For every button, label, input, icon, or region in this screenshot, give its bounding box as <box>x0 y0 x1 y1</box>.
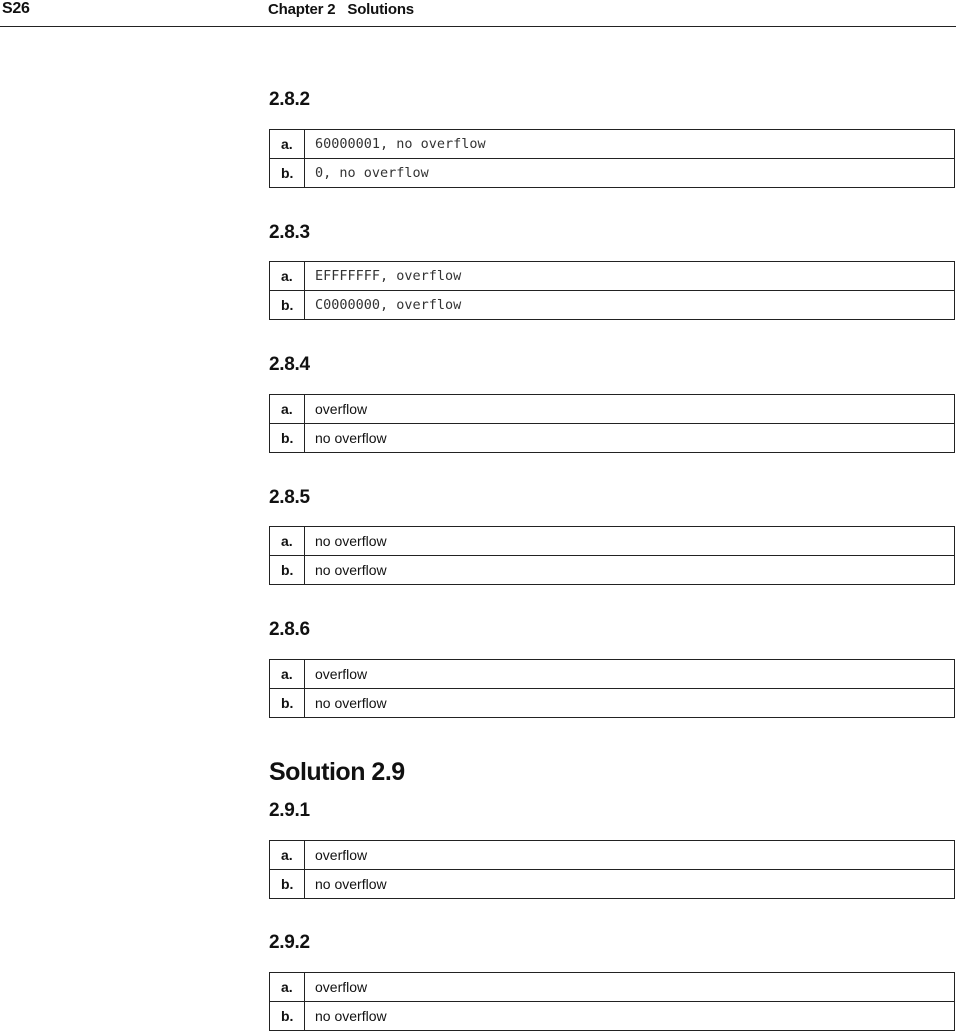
row-label: b. <box>270 870 305 899</box>
table-row <box>270 424 955 453</box>
table-row <box>270 1002 955 1031</box>
table-row <box>270 689 955 718</box>
table-row <box>270 291 955 320</box>
table-row <box>270 527 955 556</box>
row-label: a. <box>270 660 305 689</box>
row-value: 60000001, no overflow <box>305 130 955 159</box>
row-label: a. <box>270 130 305 159</box>
row-label: a. <box>270 395 305 424</box>
row-value: no overflow <box>305 527 955 556</box>
row-label: a. <box>270 527 305 556</box>
table-row <box>270 556 955 585</box>
table-row <box>270 159 955 188</box>
row-label: b. <box>270 424 305 453</box>
row-label: a. <box>270 262 305 291</box>
answer-table-2-8-4 <box>269 394 955 453</box>
exercise-heading-2-8-4: 2.8.4 <box>269 354 310 375</box>
row-label: b. <box>270 1002 305 1031</box>
answer-table-2-9-1 <box>269 840 955 899</box>
row-label: a. <box>270 841 305 870</box>
answer-table-2-8-2 <box>269 129 955 188</box>
row-value: no overflow <box>305 556 955 585</box>
row-value: no overflow <box>305 870 955 899</box>
table-row <box>270 262 955 291</box>
section-label: Solutions <box>347 1 414 18</box>
answer-table-2-9-2 <box>269 972 955 1031</box>
row-value: EFFFFFFF, overflow <box>305 262 955 291</box>
answer-table-2-8-5 <box>269 526 955 585</box>
exercise-heading-2-8-3: 2.8.3 <box>269 222 310 243</box>
solution-heading: Solution 2.9 <box>269 758 405 786</box>
exercise-heading-2-9-1: 2.9.1 <box>269 800 310 821</box>
answer-table-2-8-6 <box>269 659 955 718</box>
row-label: b. <box>270 159 305 188</box>
row-label: b. <box>270 291 305 320</box>
exercise-heading-2-8-6: 2.8.6 <box>269 619 310 640</box>
row-value: overflow <box>305 973 955 1002</box>
row-value: no overflow <box>305 424 955 453</box>
exercise-heading-2-8-2: 2.8.2 <box>269 89 310 110</box>
table-row <box>270 130 955 159</box>
row-value: C0000000, overflow <box>305 291 955 320</box>
table-row <box>270 395 955 424</box>
row-label: b. <box>270 689 305 718</box>
answer-table-2-8-3 <box>269 261 955 320</box>
running-head <box>268 1 414 18</box>
chapter-label: Chapter 2 <box>268 1 336 18</box>
page-number: S26 <box>2 0 30 17</box>
row-value: no overflow <box>305 689 955 718</box>
exercise-heading-2-8-5: 2.8.5 <box>269 487 310 508</box>
table-row <box>270 841 955 870</box>
row-value: 0, no overflow <box>305 159 955 188</box>
page-header <box>0 0 956 27</box>
table-row <box>270 870 955 899</box>
exercise-heading-2-9-2: 2.9.2 <box>269 932 310 953</box>
table-row <box>270 973 955 1002</box>
row-label: a. <box>270 973 305 1002</box>
row-value: overflow <box>305 841 955 870</box>
row-value: no overflow <box>305 1002 955 1031</box>
row-value: overflow <box>305 395 955 424</box>
row-label: b. <box>270 556 305 585</box>
row-value: overflow <box>305 660 955 689</box>
table-row <box>270 660 955 689</box>
